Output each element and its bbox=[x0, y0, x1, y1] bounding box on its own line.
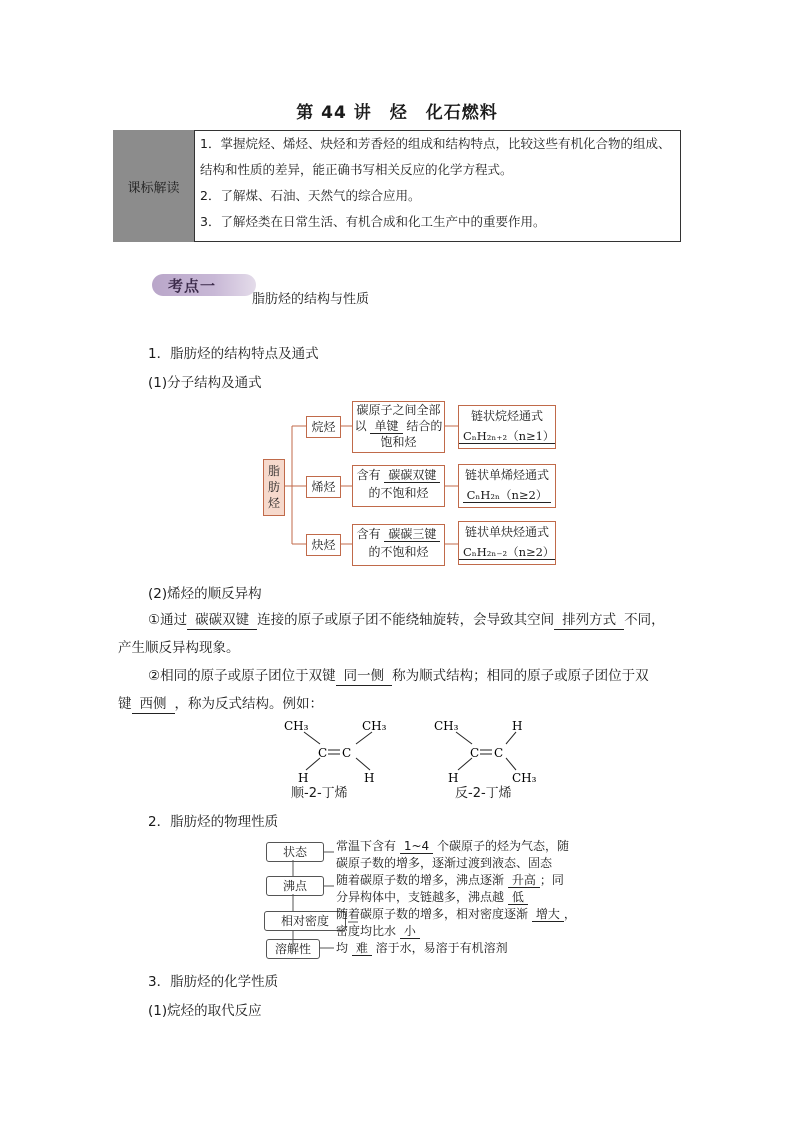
branch-alkyne-formula: 链状单炔烃通式 CₙH₂ₙ₋₂（n≥2） bbox=[458, 521, 556, 565]
page-title: 第 44 讲 烃 化石燃料 bbox=[296, 103, 498, 123]
standards-item-2: 2．了解煤、石油、天然气的综合应用。 bbox=[200, 188, 421, 203]
prop-solubility-label: 溶解性 bbox=[266, 939, 320, 959]
branch-alkene-desc: 含有 碳碳双键 的不饱和烃 bbox=[352, 465, 445, 507]
standards-item-3: 3．了解烃类在日常生活、有机合成和化工生产中的重要作用。 bbox=[200, 214, 546, 229]
cis-tl: CH₃ bbox=[284, 719, 309, 733]
trans-c2: C bbox=[494, 746, 504, 760]
s3-heading: 3．脂肪烃的化学性质 bbox=[148, 974, 279, 990]
trans-br: CH₃ bbox=[512, 771, 537, 785]
cis-bl: H bbox=[298, 771, 309, 785]
s1-sub1: (1)分子结构及通式 bbox=[148, 375, 262, 391]
cis-br: H bbox=[364, 771, 375, 785]
cis-c1: C bbox=[318, 746, 328, 760]
section-title: 脂肪烃的结构与性质 bbox=[252, 292, 370, 307]
prop-density-desc: 随着碳原子数的增多，相对密度逐渐 增大 ， 密度均比水 小 bbox=[336, 907, 576, 938]
standards-label: 课标解读 bbox=[113, 130, 195, 242]
trans-bl: H bbox=[448, 771, 459, 785]
s1-sub2: (2)烯烃的顺反异构 bbox=[148, 586, 262, 602]
branch-alkane-desc: 碳原子之间全部 以 单键 结合的 饱和烃 bbox=[352, 401, 445, 453]
s1-para1: ①通过 碳碳双键 连接的原子或原子团不能绕轴旋转，会导致其空间 排列方式 不同， 产生顺反异构现象。 bbox=[118, 612, 665, 656]
s1-para2: ②相同的原子或原子团位于双键 同一侧 称为顺式结构；相同的原子或原子团位于双 键 西侧 ，称为反式结构。例如： bbox=[118, 668, 649, 712]
s2-heading: 2．脂肪烃的物理性质 bbox=[148, 814, 279, 830]
cis-name: 顺-2-丁烯 bbox=[291, 786, 348, 801]
cis-tr: CH₃ bbox=[362, 719, 387, 733]
s3-sub1: (1)烷烃的取代反应 bbox=[148, 1003, 262, 1019]
section-badge: 考点一 bbox=[152, 274, 256, 296]
prop-density-label: 相对密度 bbox=[264, 911, 346, 931]
trans-tr: H bbox=[512, 719, 523, 733]
branch-alkane: 烷烃 bbox=[306, 416, 341, 438]
trans-tl: CH₃ bbox=[434, 719, 459, 733]
prop-state-desc: 常温下含有 1~4 个碳原子的烃为气态，随 碳原子数的增多，逐渐过渡到液态、固态 bbox=[336, 839, 569, 870]
cis-c2: C bbox=[342, 746, 352, 760]
branch-alkane-formula: 链状烷烃通式 CₙH₂ₙ₊₂（n≥1） bbox=[458, 405, 556, 449]
branch-alkyne: 炔烃 bbox=[306, 534, 341, 556]
s1-heading: 1．脂肪烃的结构特点及通式 bbox=[148, 346, 319, 362]
branch-alkyne-desc: 含有 碳碳三键 的不饱和烃 bbox=[352, 524, 445, 566]
prop-boiling-label: 沸点 bbox=[266, 876, 324, 896]
trans-name: 反-2-丁烯 bbox=[455, 786, 512, 801]
prop-solubility-desc: 均 难 溶于水，易溶于有机溶剂 bbox=[336, 941, 508, 955]
tree-root: 脂肪烃 bbox=[263, 459, 285, 516]
trans-c1: C bbox=[470, 746, 480, 760]
prop-boiling-desc: 随着碳原子数的增多，沸点逐渐 升高 ；同 分异构体中，支链越多，沸点越 低 bbox=[336, 873, 564, 904]
prop-state-label: 状态 bbox=[266, 842, 324, 862]
branch-alkene: 烯烃 bbox=[306, 476, 341, 498]
standards-items bbox=[200, 131, 676, 235]
standards-item-1: 1．掌握烷烃、烯烃、炔烃和芳香烃的组成和结构特点，比较这些有机化合物的组成、结构和性质的差异，能正确书写相关反应的化学方程式。 bbox=[200, 136, 671, 177]
branch-alkene-formula: 链状单烯烃通式 CₙH₂ₙ（n≥2） bbox=[458, 464, 556, 508]
